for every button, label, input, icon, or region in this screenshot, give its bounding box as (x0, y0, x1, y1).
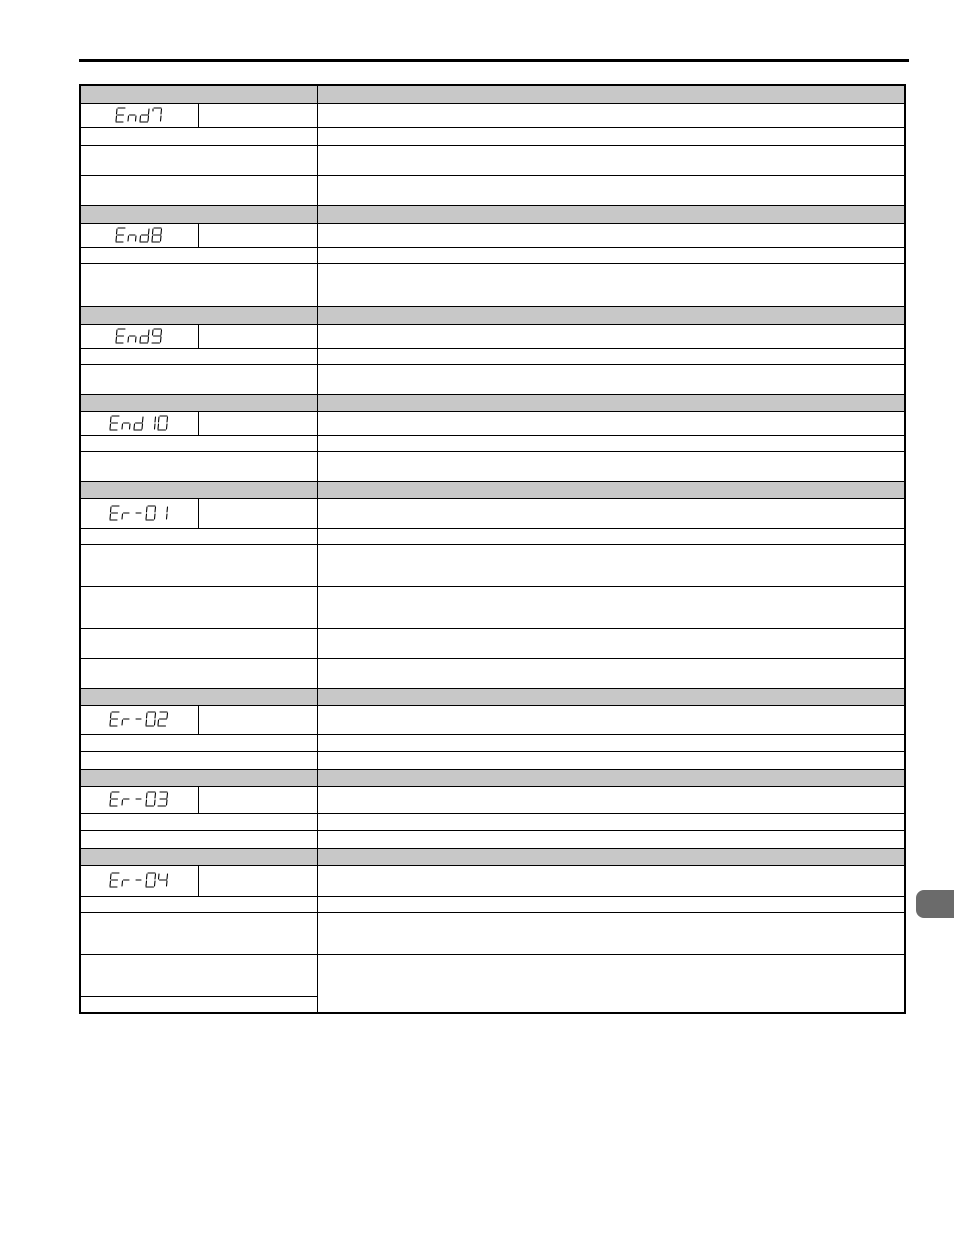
segment-glyph (140, 109, 149, 122)
header-cell-name (317, 205, 905, 223)
header-cell-label (80, 481, 317, 498)
cause-row (80, 263, 905, 306)
segment-glyph (158, 712, 168, 726)
cause-row (80, 912, 905, 954)
solution-header-cell (317, 247, 905, 263)
segment-glyph (110, 416, 119, 430)
cause-header-cell (80, 348, 317, 364)
solution-cell (317, 263, 905, 306)
segment-glyph (110, 712, 119, 726)
cause-header-row (80, 127, 905, 145)
fault-table (79, 84, 906, 1014)
header-cell-label (80, 848, 317, 865)
header-cell-label (80, 394, 317, 411)
cause-cell (80, 175, 317, 205)
segment-glyph (152, 228, 162, 242)
fault-name-cell (198, 865, 317, 896)
segment-glyph (110, 792, 119, 806)
header-cell-name (317, 306, 905, 324)
fault-code-cell (80, 324, 198, 348)
solution-header-cell (317, 813, 905, 830)
solution-cell (317, 830, 905, 848)
segment-glyph (110, 506, 119, 520)
segment-glyph (152, 329, 162, 343)
segment-glyph (158, 416, 168, 430)
solution-header-cell (317, 528, 905, 544)
solution-header-cell (317, 435, 905, 451)
segment-glyph (146, 873, 156, 887)
cause-row (80, 586, 905, 628)
fault-description-cell (317, 786, 905, 813)
fault-description-cell (317, 865, 905, 896)
header-cell-label (80, 306, 317, 324)
fault-code-cell (80, 786, 198, 813)
fault-code-row (80, 223, 905, 247)
segment-glyph (116, 329, 125, 343)
cause-cell (80, 912, 317, 954)
solution-cell (317, 658, 905, 688)
fault-description-cell (317, 223, 905, 247)
cause-cell (80, 954, 317, 996)
header-cell-label (80, 688, 317, 705)
segment-glyph (116, 228, 125, 242)
header-cell-label (80, 85, 317, 103)
fault-code-row (80, 498, 905, 528)
solution-cell (317, 751, 905, 769)
solution-cell (317, 145, 905, 175)
cause-cell (80, 628, 317, 658)
cause-cell (80, 145, 317, 175)
seven-segment-display (115, 107, 163, 124)
cause-header-row (80, 348, 905, 364)
seven-segment-display (115, 227, 163, 244)
cause-cell (80, 364, 317, 394)
fault-header-row (80, 306, 905, 324)
cause-header-cell (80, 435, 317, 451)
seven-segment-display (115, 328, 163, 345)
fault-header-row (80, 394, 905, 411)
cause-row (80, 954, 905, 996)
fault-description-cell (317, 498, 905, 528)
seven-segment-display (109, 711, 169, 728)
cause-header-row (80, 528, 905, 544)
fault-code-row (80, 103, 905, 127)
cause-cell (80, 544, 317, 586)
cause-header-row (80, 435, 905, 451)
seven-segment-display (109, 872, 169, 889)
solution-cell (317, 586, 905, 628)
cause-row (80, 451, 905, 481)
header-cell-name (317, 848, 905, 865)
fault-name-cell (198, 411, 317, 435)
header-cell-name (317, 481, 905, 498)
fault-code-cell (80, 705, 198, 734)
fault-code-cell (80, 411, 198, 435)
fault-name-cell (198, 103, 317, 127)
fault-description-cell (317, 103, 905, 127)
seven-segment-display (109, 505, 169, 522)
cause-row (80, 830, 905, 848)
segment-glyph (146, 712, 156, 726)
cause-cell (80, 658, 317, 688)
fault-header-row (80, 481, 905, 498)
header-cell-label (80, 205, 317, 223)
fault-header-row (80, 85, 905, 103)
fault-name-cell (198, 324, 317, 348)
cause-cell (80, 996, 317, 1013)
segment-glyph (128, 235, 136, 241)
cause-header-row (80, 734, 905, 751)
fault-code-row (80, 786, 905, 813)
header-cell-label (80, 769, 317, 786)
cause-header-cell (80, 813, 317, 830)
segment-glyph (140, 330, 149, 343)
fault-code-row (80, 324, 905, 348)
segment-glyph (110, 873, 119, 887)
segment-glyph (128, 336, 136, 342)
segment-glyph (122, 880, 129, 886)
fault-name-cell (198, 705, 317, 734)
solution-cell (317, 628, 905, 658)
cause-row (80, 175, 905, 205)
cause-header-cell (80, 896, 317, 912)
fault-code-row (80, 865, 905, 896)
cause-cell (80, 830, 317, 848)
solution-cell (317, 954, 905, 1013)
fault-header-row (80, 688, 905, 705)
segment-glyph (155, 417, 156, 429)
header-cell-name (317, 394, 905, 411)
fault-code-cell (80, 865, 198, 896)
segment-glyph (146, 792, 156, 806)
fault-name-cell (198, 786, 317, 813)
segment-glyph (153, 108, 162, 121)
fault-code-cell (80, 103, 198, 127)
segment-glyph (167, 507, 168, 519)
seven-segment-display (109, 415, 169, 432)
cause-cell (80, 751, 317, 769)
fault-header-row (80, 205, 905, 223)
cause-row (80, 658, 905, 688)
segment-glyph (140, 229, 149, 242)
cause-header-cell (80, 528, 317, 544)
fault-code-row (80, 411, 905, 435)
cause-cell (80, 263, 317, 306)
segment-glyph (122, 513, 129, 519)
solution-header-cell (317, 348, 905, 364)
header-cell-name (317, 85, 905, 103)
solution-header-cell (317, 734, 905, 751)
solution-header-cell (317, 127, 905, 145)
cause-cell (80, 586, 317, 628)
cause-row (80, 628, 905, 658)
solution-cell (317, 175, 905, 205)
cause-header-row (80, 896, 905, 912)
solution-cell (317, 451, 905, 481)
cause-header-cell (80, 247, 317, 263)
fault-description-cell (317, 411, 905, 435)
fault-description-cell (317, 705, 905, 734)
fault-description-cell (317, 324, 905, 348)
segment-glyph (122, 719, 129, 725)
segment-glyph (116, 108, 125, 122)
cause-row (80, 751, 905, 769)
segment-glyph (158, 792, 168, 806)
cause-cell (80, 451, 317, 481)
cause-row (80, 544, 905, 586)
segment-glyph (122, 799, 129, 805)
cause-row (80, 145, 905, 175)
segment-glyph (146, 506, 156, 520)
fault-code-cell (80, 223, 198, 247)
segment-glyph (159, 874, 168, 886)
seven-segment-display (109, 791, 169, 808)
cause-header-cell (80, 127, 317, 145)
segment-glyph (134, 417, 143, 430)
fault-name-cell (198, 498, 317, 528)
header-cell-name (317, 688, 905, 705)
top-rule (79, 59, 909, 62)
chapter-tab (916, 890, 954, 918)
fault-code-row (80, 705, 905, 734)
cause-header-row (80, 813, 905, 830)
solution-header-cell (317, 896, 905, 912)
header-cell-name (317, 769, 905, 786)
segment-glyph (122, 423, 130, 429)
solution-cell (317, 544, 905, 586)
fault-name-cell (198, 223, 317, 247)
cause-row (80, 364, 905, 394)
fault-header-row (80, 769, 905, 786)
fault-header-row (80, 848, 905, 865)
cause-header-row (80, 247, 905, 263)
solution-cell (317, 912, 905, 954)
fault-code-cell (80, 498, 198, 528)
solution-cell (317, 364, 905, 394)
segment-glyph (128, 115, 136, 121)
cause-header-cell (80, 734, 317, 751)
